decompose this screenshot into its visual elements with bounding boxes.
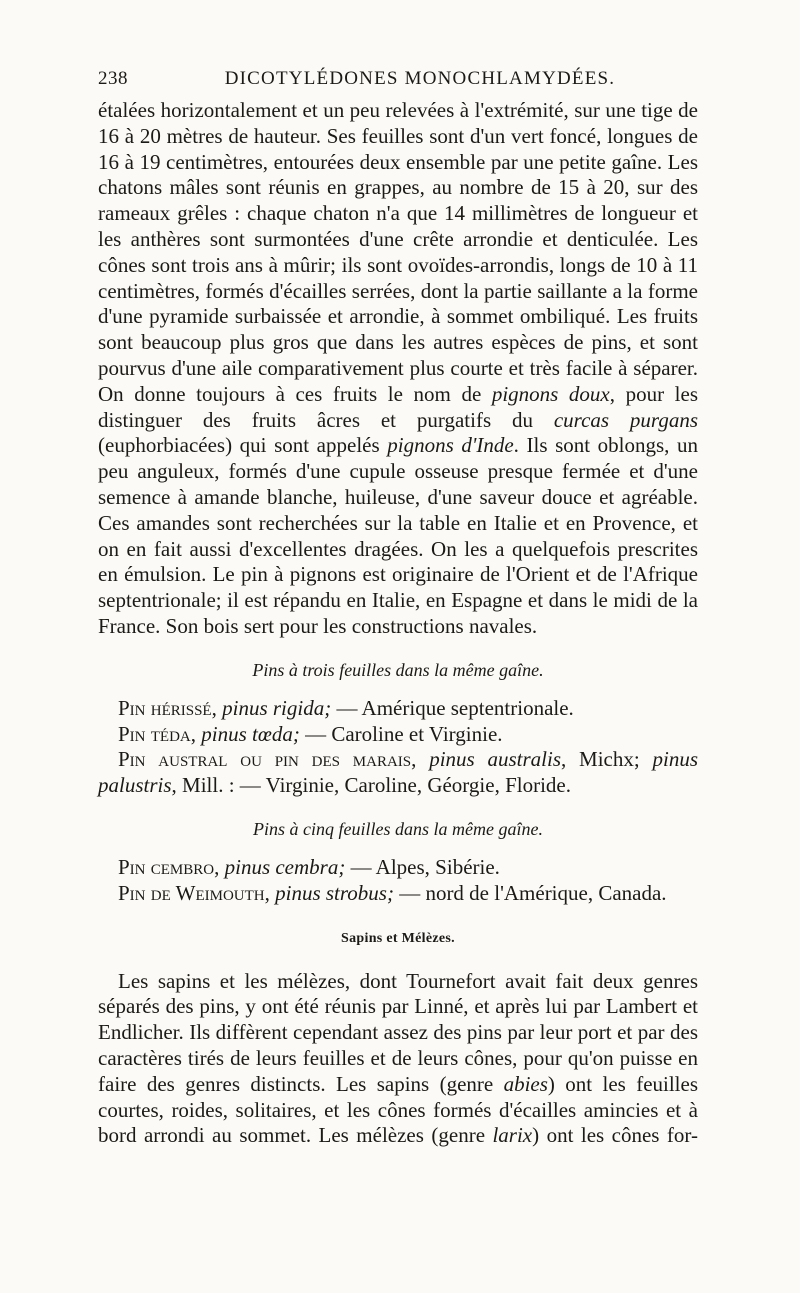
paragraph-pin-pignons: étalées horizontalement et un peu relevées à l'extrémité, sur une tige de 16 à 20 mètres de hauteur. Ses feuilles sont d'un vert foncé, longues de 16 à 19 centimètres, entourées deux ensemble par une petite gaîne. Les chatons mâles sont réunis en grappes, au nombre de 15 à 20, sur des rameaux grêles : chaque chaton n'a que 14 millimètres de longueur et les anthères sont surmontées d'une crête arrondie et denticulée. Les cônes sont trois ans à mûrir; ils sont ovoïdes-arrondis, longs de 10 à 11 centimètres, formés d'écailles serrées, dont la partie saillante a la forme d'une pyramide surbaissée et arrondie, à sommet ombiliqué. Les fruits sont beaucoup plus gros que dans les autres espèces de pins, et sont pourvus d'une aile comparativement plus courte et très facile à séparer. On donne toujours à ces fruits le nom de pignons doux, pour les distinguer des fruits âcres et purgatifs du curcas purgans (euphorbiacées) qui sont appelés pignons d'Inde. Ils sont oblongs, un peu anguleux, formés d'une cupule osseuse presque fermée et d'une semence à amande blanche, huileuse, d'une saveur douce et agréable. Ces amandes sont recherchées sur la table en Italie et en Provence, et on en fait aussi d'excellentes dragées. On les a quelquefois prescrites en émulsion. Le pin à pignons est originaire de l'Orient et de l'Afrique septentrionale; il est répandu en Italie, en Espagne et dans le midi de la France. Son bois sert pour les constructions navales. [98,98,699,638]
term-curcas-purgans: curcas purgans [553,407,698,432]
paragraph-sapins-melezes: Les sapins et les mélèzes, dont Tournefort avait fait deux genres séparés des pins, y ont été réunis par Linné, et après lui par Lambert et Endlicher. Ils diffèrent cependant assez des pins par leur port et par des caractères tirés de leurs feuilles et de leurs cônes, pour qu'on puisse en faire des genres distincts. Les sapins (genre abies) ont les feuilles courtes, roides, solitaires, et les cônes formés d'écailles amincies et à bord arrondi au sommet. Les mélèzes (genre larix) ont les cônes for- [98,968,699,1148]
species-entry: Pin hérissé, pinus rigida; — Amérique septentrionale. [118,695,574,720]
species-entry: Pin de Weimouth, pinus strobus; — nord de l'Amérique, Canada. [118,880,667,905]
species-entry: Pin téda, pinus tœda; — Caroline et Virginie. [118,721,503,746]
species-entry: Pin austral ou pin des marais, pinus australis, Michx; pinus palustris, Mill. : — Virginie, Caroline, Géorgie, Floride. [98,747,699,798]
species-list-five-needles [98,855,698,907]
section-heading: Sapins et Mélèzes. [341,930,455,946]
term-larix: larix [492,1123,533,1148]
page-body [98,98,698,1149]
subheading-five-needles: Pins à cinq feuilles dans la même gaîne. [253,818,543,839]
term-pignons-doux: pignons doux [491,381,610,406]
page-number: 238 [98,68,128,89]
term-pignons-inde: pignons d'Inde [387,433,514,458]
species-list-three-needles [98,696,698,799]
page-header [98,68,702,98]
term-abies: abies [503,1071,548,1096]
running-title: DICOTYLÉDONES MONOCHLAMYDÉES. [224,68,616,89]
subheading-three-needles: Pins à trois feuilles dans la même gaîne. [252,659,544,680]
species-entry: Pin cembro, pinus cembra; — Alpes, Sibérie. [118,854,500,879]
